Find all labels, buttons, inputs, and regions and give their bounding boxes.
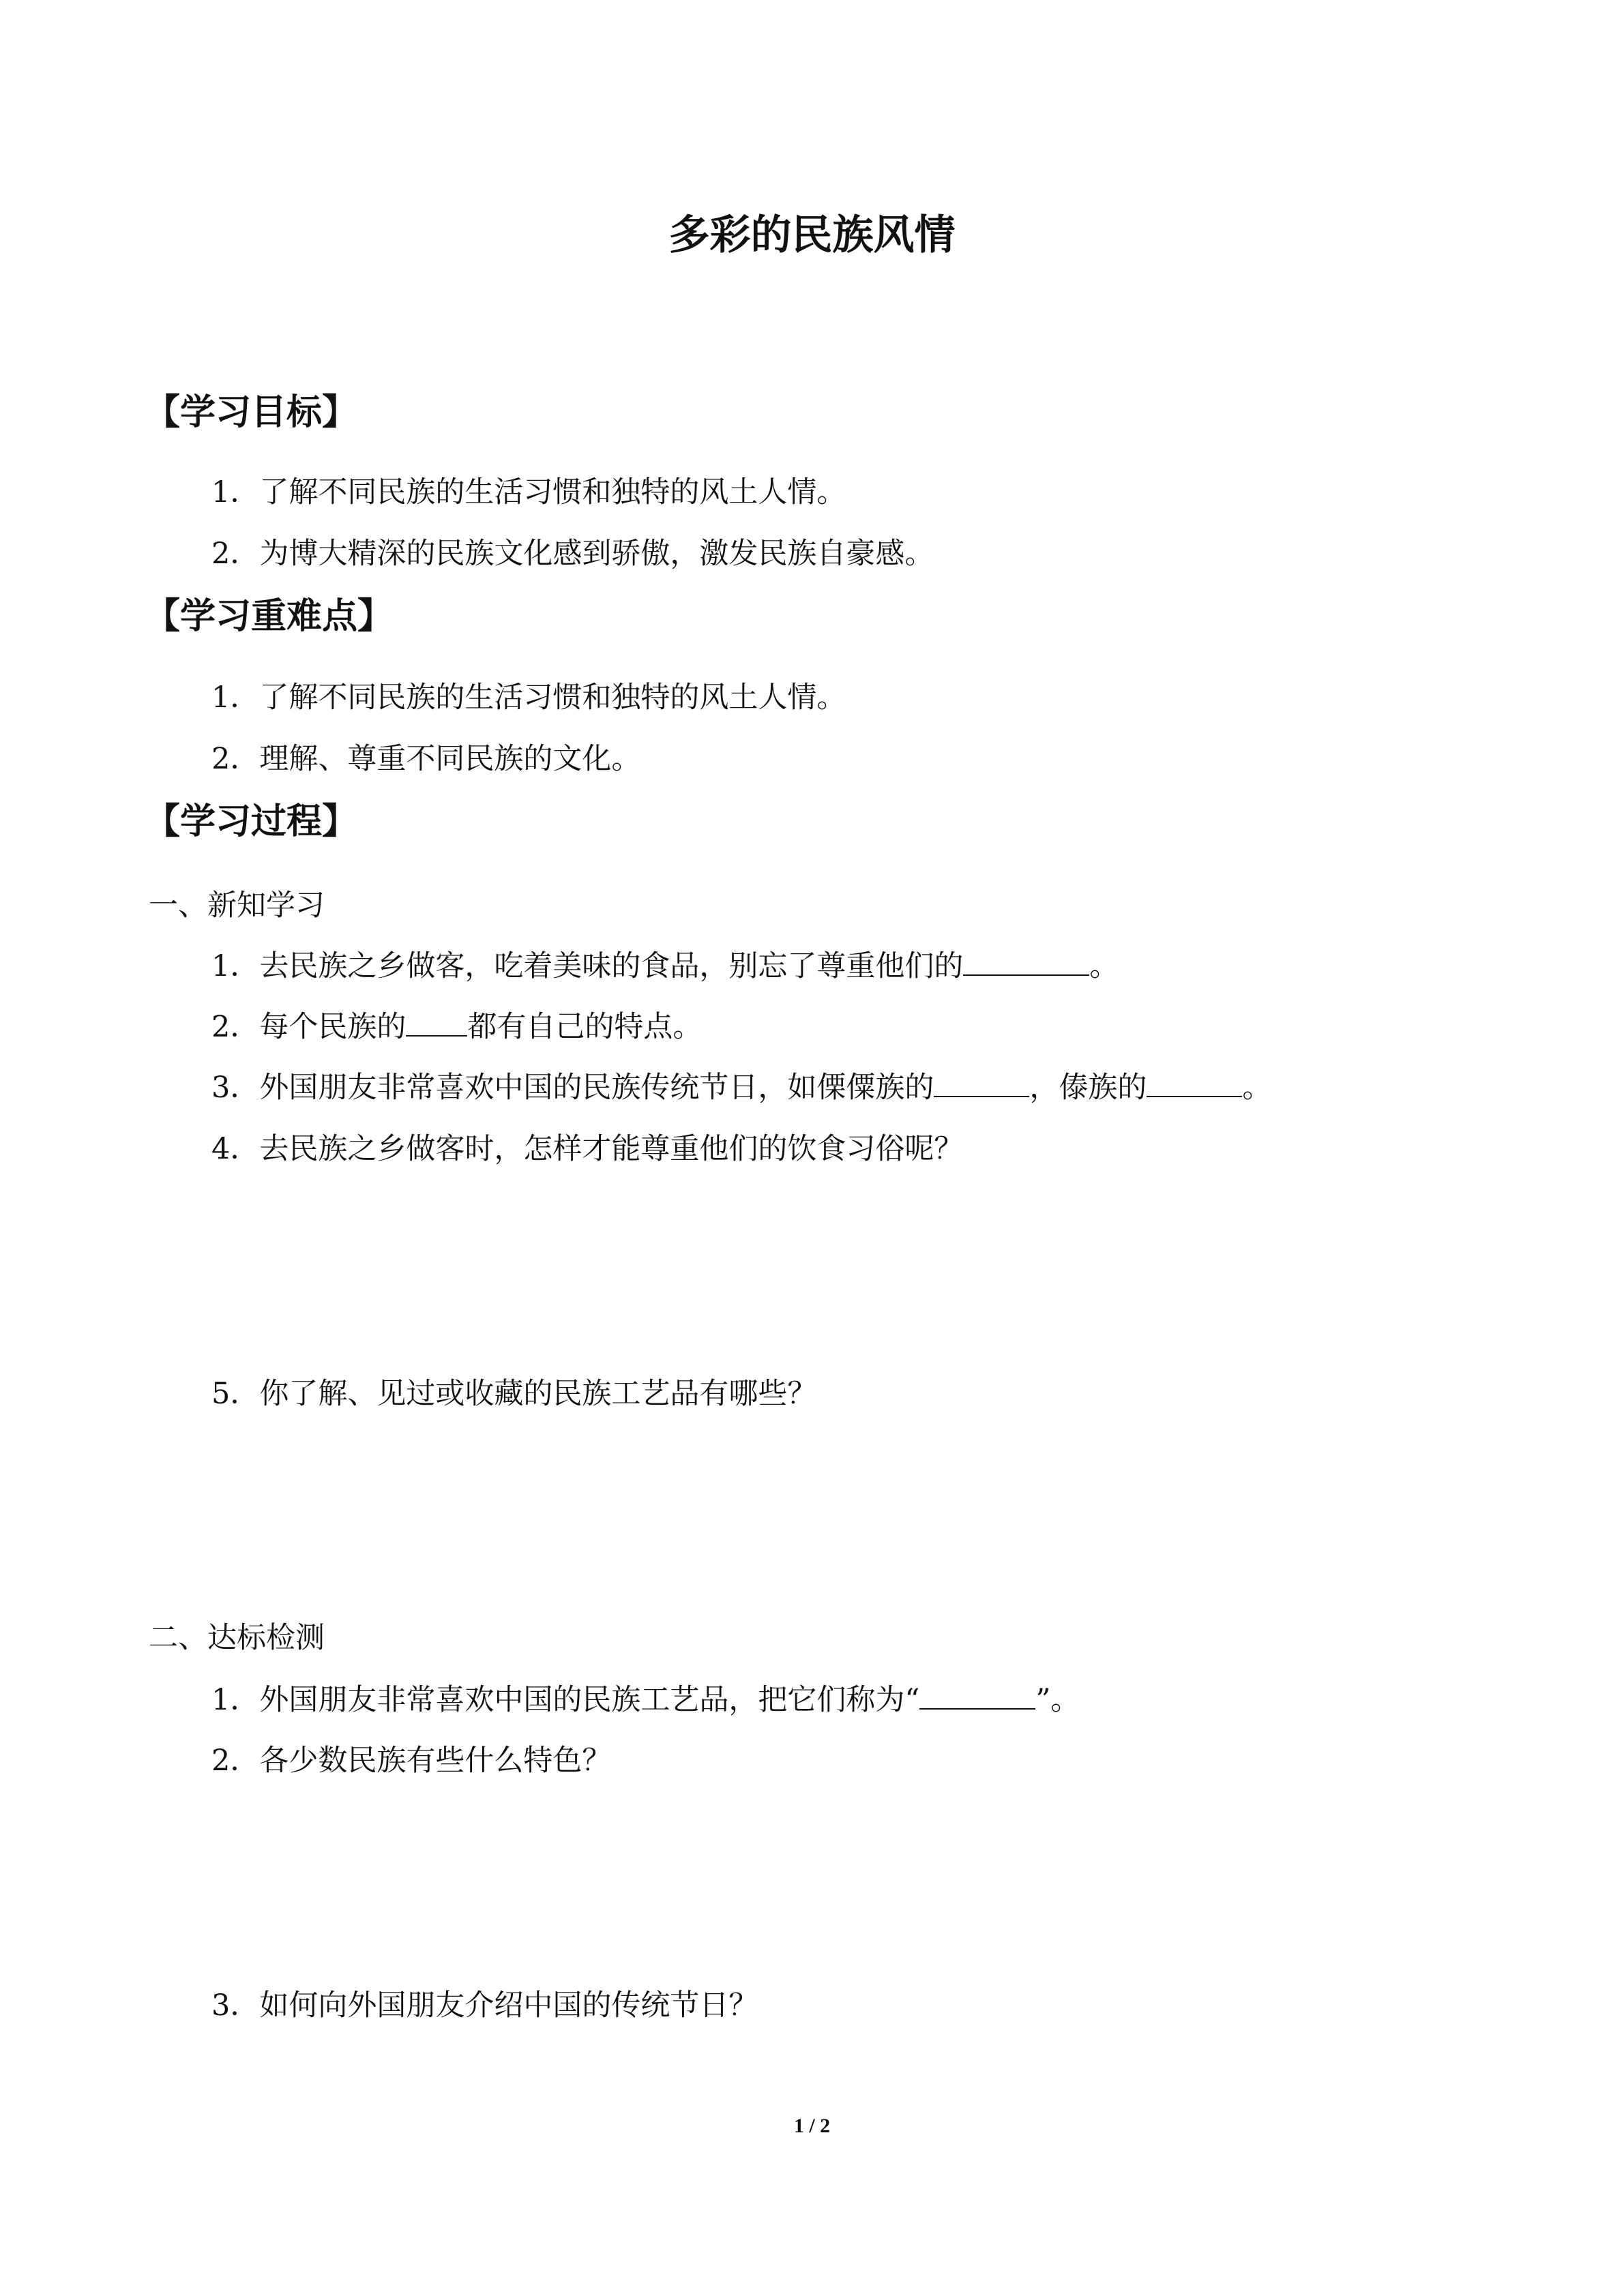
question-new-4: 4．去民族之乡做客时，怎样才能尊重他们的饮食习俗呢？ <box>211 1132 964 1166</box>
fill-blank[interactable] <box>963 947 1089 976</box>
question-new-5: 5．你了解、见过或收藏的民族工艺品有哪些？ <box>211 1377 817 1411</box>
question-text: 。 <box>1242 1071 1272 1105</box>
objective-item-2: 2．为博大精深的民族文化感到骄傲，激发民族自豪感。 <box>211 537 934 571</box>
new-knowledge-label: 一、新知学习 <box>149 889 325 923</box>
question-text: 1．去民族之乡做客，吃着美味的食品，别忘了尊重他们的 <box>211 949 964 983</box>
question-text: 。 <box>1089 949 1119 983</box>
question-text: 都有自己的特点。 <box>467 1010 703 1044</box>
key-points-heading: 【学习重难点】 <box>145 596 394 637</box>
question-new-1 <box>211 946 1119 987</box>
fill-blank[interactable] <box>1147 1069 1242 1097</box>
question-check-3: 3．如何向外国朋友介绍中国的传统节日？ <box>211 1988 758 2023</box>
question-text: ，傣族的 <box>1029 1071 1147 1105</box>
question-new-2 <box>211 1007 702 1047</box>
question-check-1 <box>211 1680 1080 1720</box>
assessment-label: 二、达标检测 <box>149 1621 325 1655</box>
fill-blank[interactable] <box>406 1008 467 1037</box>
question-text: 1．外国朋友非常喜欢中国的民族工艺品，把它们称为“ <box>211 1683 920 1717</box>
question-text: 2．每个民族的 <box>211 1010 407 1044</box>
page-number: 1 / 2 <box>793 2115 831 2137</box>
objectives-heading: 【学习目标】 <box>145 392 358 433</box>
objective-item-1: 1．了解不同民族的生活习惯和独特的风土人情。 <box>211 475 846 509</box>
key-point-item-1: 1．了解不同民族的生活习惯和独特的风土人情。 <box>211 681 846 715</box>
fill-blank[interactable] <box>919 1681 1035 1710</box>
question-text: ”。 <box>1035 1683 1080 1717</box>
fill-blank[interactable] <box>934 1069 1029 1097</box>
page-title: 多彩的民族风情 <box>668 211 956 259</box>
question-check-2: 2．各少数民族有些什么特色？ <box>211 1744 612 1778</box>
key-point-item-2: 2．理解、尊重不同民族的文化。 <box>211 742 641 776</box>
process-heading: 【学习过程】 <box>145 801 358 842</box>
question-text: 3．外国朋友非常喜欢中国的民族传统节日，如傈僳族的 <box>211 1071 934 1105</box>
question-new-3 <box>211 1067 1271 1108</box>
